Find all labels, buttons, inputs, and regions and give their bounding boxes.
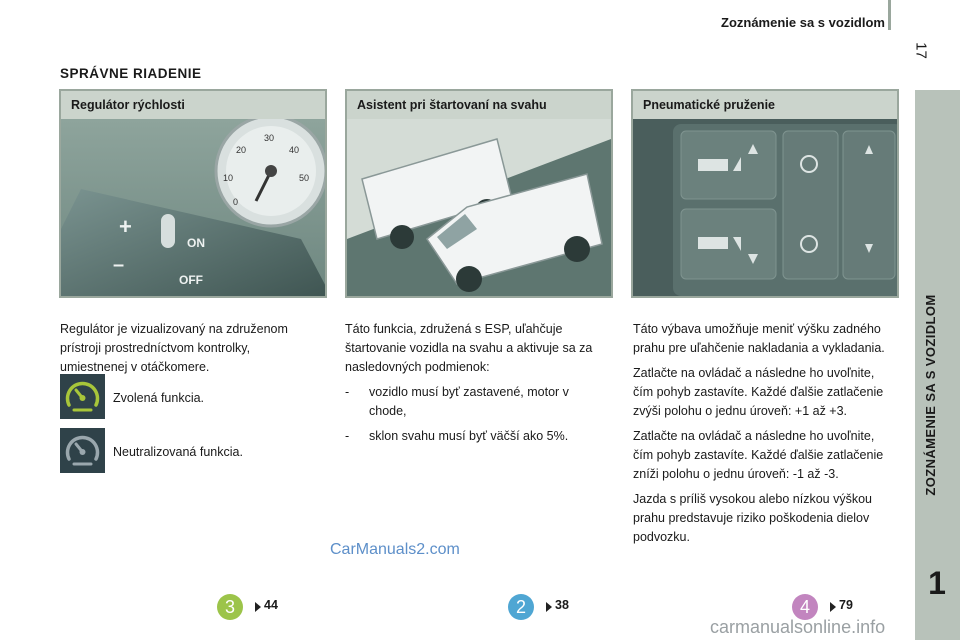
chapter-number: 1 bbox=[928, 565, 946, 601]
arrow-right-icon bbox=[830, 602, 836, 612]
section-title: SPRÁVNE RIADENIE bbox=[60, 66, 202, 81]
vans-on-slope-illustration bbox=[347, 119, 611, 296]
stalk-on-label: ON bbox=[187, 236, 205, 250]
hill-assist-condition: sklon svahu musí byť väčší ako 5%. bbox=[369, 429, 569, 443]
paragraph: Táto výbava umožňuje meniť výšku zadného prahu pre uľahčenie nakladania a vykladania. bbox=[633, 322, 885, 355]
hill-assist-text bbox=[345, 320, 605, 452]
dial-tick: 0 bbox=[233, 197, 239, 207]
suspension-switch-illustration bbox=[633, 119, 897, 296]
running-header: Zoznámenie sa s vozidlom bbox=[721, 15, 885, 30]
hill-assist-intro: Táto funkcia, združená s ESP, uľahčuje štartovanie vozidla na svahu a aktivuje sa za nasledovných podmienok: bbox=[345, 322, 593, 374]
speed-limiter-neutral-icon bbox=[60, 428, 105, 473]
panel-heading: Asistent pri štartovaní na svahu bbox=[347, 91, 611, 119]
level-switch bbox=[843, 131, 895, 279]
panel-heading: Regulátor rýchlosti bbox=[61, 91, 325, 119]
speed-limiter-illustration bbox=[61, 119, 325, 296]
paragraph: Zatlačte na ovládač a následne ho uvoľnite, čím pohyb zastavíte. Každé ďalšie zatlačenie zníži polohu o jednu úroveň: -1 až -3. bbox=[633, 429, 884, 481]
air-suspension-panel bbox=[631, 89, 899, 298]
dial-tick: 30 bbox=[264, 133, 275, 143]
page-reference: 79 bbox=[839, 598, 853, 612]
tachometer-dial bbox=[216, 119, 325, 226]
speed-limiter-selected-icon bbox=[60, 374, 105, 419]
dial-tick: 40 bbox=[289, 145, 300, 155]
header-divider bbox=[888, 0, 891, 30]
lower-switch bbox=[681, 209, 776, 279]
raise-switch bbox=[681, 131, 776, 199]
paragraph: Jazda s príliš vysokou alebo nízkou výškou prahu predstavuje riziko poškodenia dielov podvozku. bbox=[633, 492, 873, 544]
watermark-top: CarManuals2.com bbox=[330, 541, 460, 558]
dial-tick: 50 bbox=[299, 173, 310, 183]
list-item: - vozidlo musí byť zastavené, motor v chode, bbox=[345, 383, 605, 421]
arrow-right-icon bbox=[255, 602, 261, 612]
chapter-badge: 4 bbox=[792, 594, 818, 620]
dial-tick: 10 bbox=[223, 173, 234, 183]
page-reference: 44 bbox=[264, 598, 278, 612]
speed-limiter-panel bbox=[59, 89, 327, 298]
hill-assist-panel bbox=[345, 89, 613, 298]
arrow-right-icon bbox=[546, 602, 552, 612]
selected-function-label: Zvolená funkcia. bbox=[113, 391, 205, 405]
chapter-tab-label: ZOZNÁMENIE SA S VOZIDLOM bbox=[923, 294, 938, 496]
panel-heading: Pneumatické pruženie bbox=[633, 91, 897, 119]
speed-limiter-intro: Regulátor je vizualizovaný na združenom prístroji prostredníctvom kontrolky, umiestnenej v otáčkomere. bbox=[60, 322, 288, 374]
stalk-minus-label: – bbox=[113, 254, 125, 276]
stalk-plus-label: + bbox=[119, 214, 132, 239]
neutral-function-label: Neutralizovaná funkcia. bbox=[113, 445, 243, 459]
headlamp-switch bbox=[783, 131, 838, 279]
chapter-badge: 2 bbox=[508, 594, 534, 620]
chapter-badge: 3 bbox=[217, 594, 243, 620]
dial-tick: 20 bbox=[236, 145, 247, 155]
stalk-off-label: OFF bbox=[179, 273, 203, 287]
page-reference: 38 bbox=[555, 598, 569, 612]
paragraph: Zatlačte na ovládač a následne ho uvoľnite, čím pohyb zastavíte. Každé ďalšie zatlačenie zvýši polohu o jednu úroveň: +1 až +3. bbox=[633, 366, 884, 418]
air-suspension-text bbox=[633, 320, 895, 553]
page-number: 17 bbox=[912, 42, 930, 59]
watermark-bottom: carmanualsonline.info bbox=[710, 617, 886, 637]
list-item: - sklon svahu musí byť väčší ako 5%. bbox=[345, 427, 605, 446]
hill-assist-condition: vozidlo musí byť zastavené, motor v chode, bbox=[369, 385, 569, 418]
